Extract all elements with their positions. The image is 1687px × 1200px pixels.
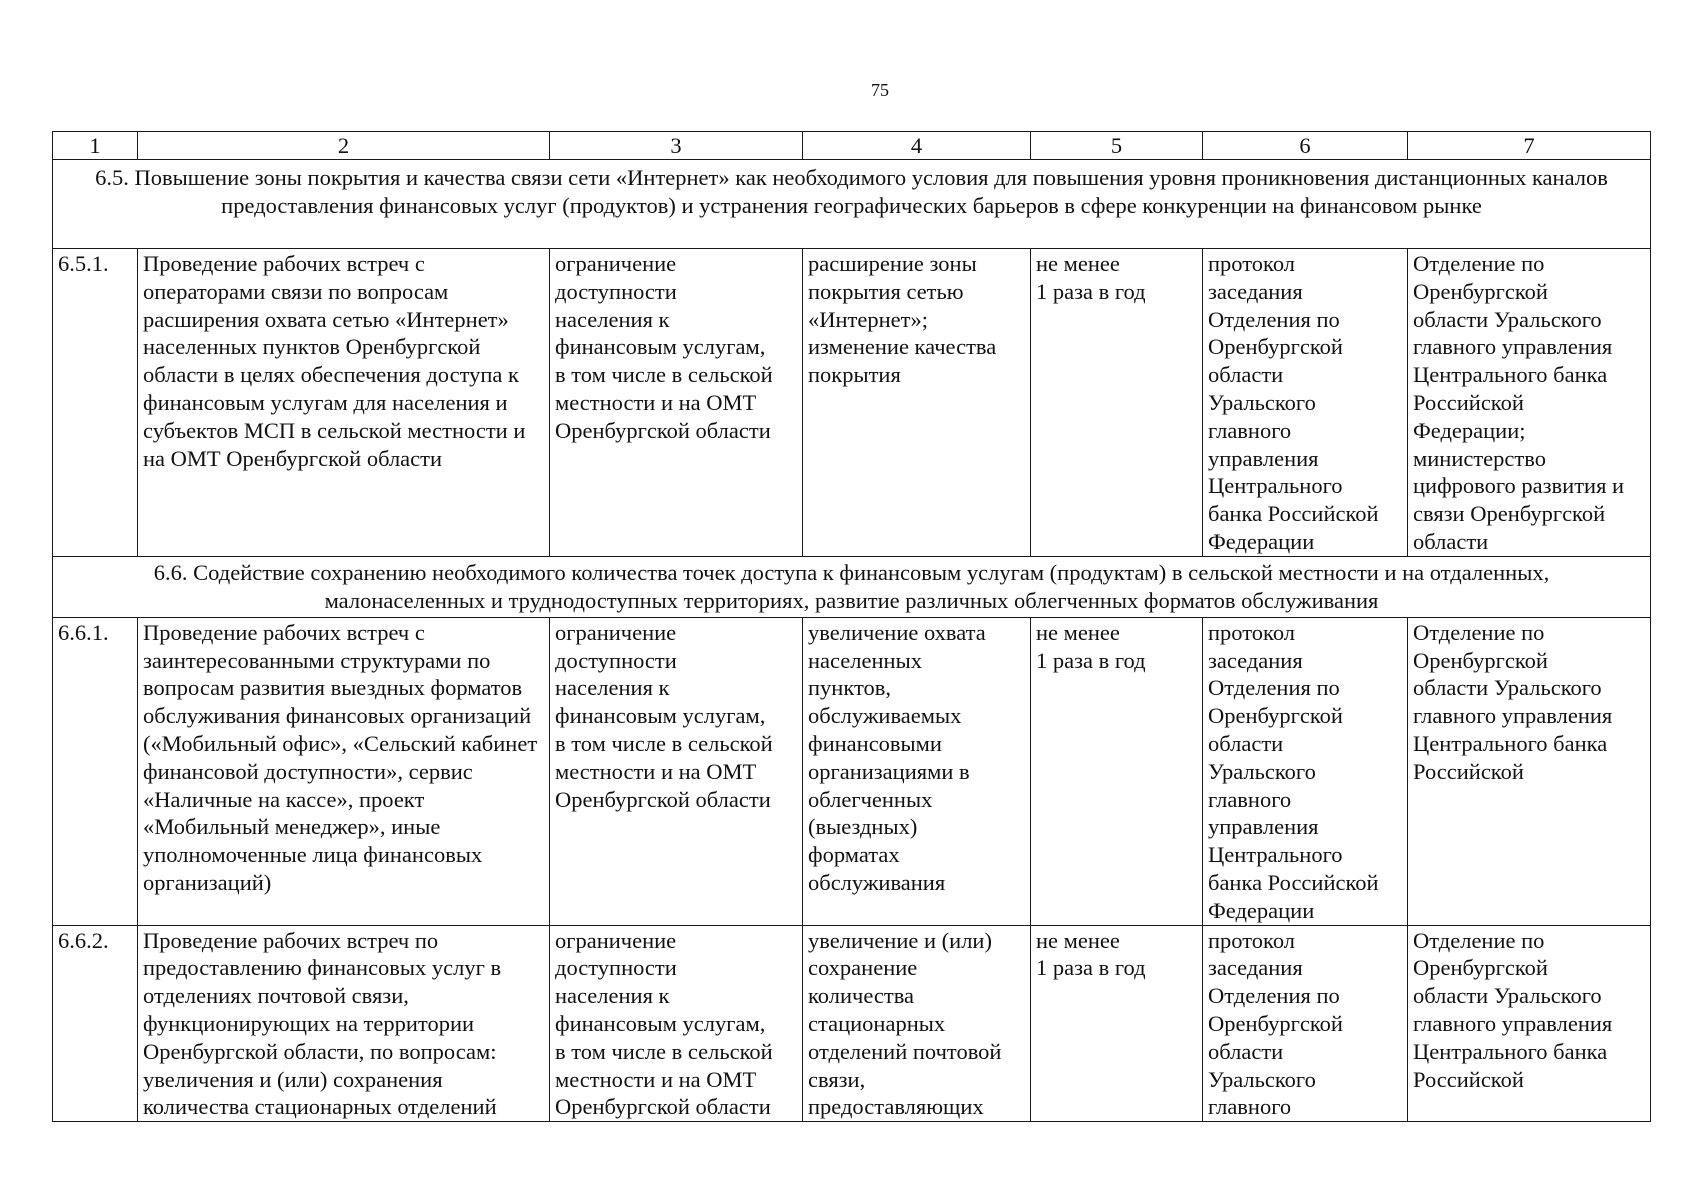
measures-table [52,131,1651,1122]
section-title: 6.6. Содействие сохранению необходимого количества точек доступа к финансовым услугам (продуктам) в сельской местности и на отдаленных, малонаселенных и труднодоступных территориях, развитие различных облегченных форматов обслуживания [53,556,1651,617]
table-row [53,617,1651,925]
item-number: 6.5.1. [53,249,138,557]
section-row [53,160,1651,249]
item-number: 6.6.1. [53,617,138,925]
result-cell: расширение зоны покрытия сетью «Интернет»; изменение качества покрытия [803,249,1031,557]
action-cell: Проведение рабочих встреч с заинтересованными структурами по вопросам развития выездных форматов обслуживания финансовых организаций («Мобильный офис», «Сельский кабинет финансовой доступности», сервис «Наличные на кассе», проект «Мобильный менеджер», иные уполномоченные лица финансовых организаций) [138,617,550,925]
page-number: 75 [871,80,889,100]
table-row [53,249,1651,557]
action-cell: Проведение рабочих встреч с операторами связи по вопросам расширения охвата сетью «Интернет» населенных пунктов Оренбургской области в целях обеспечения доступа к финансовым услугам для населения и субъектов МСП в сельской местности и на ОМТ Оренбургской области [138,249,550,557]
section-title: 6.5. Повышение зоны покрытия и качества связи сети «Интернет» как необходимого условия для повышения уровня проникновения дистанционных каналов предоставления финансовых услуг (продуктов) и устранения географических барьеров в сфере конкуренции на финансовом рынке [53,160,1651,249]
problem-cell: ограничение доступности населения к финансовым услугам, в том числе в сельской местности и на ОМТ Оренбургской области [550,617,803,925]
document-cell: протокол заседания Отделения по Оренбургской области Уральского главного [1203,925,1408,1122]
column-number: 2 [138,132,550,160]
term-cell: не менее 1 раза в год [1031,925,1203,1122]
problem-cell: ограничение доступности населения к финансовым услугам, в том числе в сельской местности и на ОМТ Оренбургской области [550,249,803,557]
column-number: 7 [1408,132,1651,160]
column-number: 6 [1203,132,1408,160]
result-cell: увеличение охвата населенных пунктов, обслуживаемых финансовыми организациями в облегченных (выездных) форматах обслуживания [803,617,1031,925]
executor-cell: Отделение по Оренбургской области Уральского главного управления Центрального банка Российской Федерации; министерство цифрового развития и связи Оренбургской области [1408,249,1651,557]
item-number: 6.6.2. [53,925,138,1122]
section-row [53,556,1651,617]
problem-cell: ограничение доступности населения к финансовым услугам, в том числе в сельской местности и на ОМТ Оренбургской области [550,925,803,1122]
column-number: 3 [550,132,803,160]
executor-cell: Отделение по Оренбургской области Уральского главного управления Центрального банка Российской [1408,925,1651,1122]
term-cell: не менее 1 раза в год [1031,617,1203,925]
document-cell: протокол заседания Отделения по Оренбургской области Уральского главного управления Центрального банка Российской Федерации [1203,249,1408,557]
term-cell: не менее 1 раза в год [1031,249,1203,557]
executor-cell: Отделение по Оренбургской области Уральского главного управления Центрального банка Российской [1408,617,1651,925]
column-number-row [53,132,1651,160]
column-number: 1 [53,132,138,160]
table-row [53,925,1651,1122]
action-cell: Проведение рабочих встреч по предоставлению финансовых услуг в отделениях почтовой связи, функционирующих на территории Оренбургской области, по вопросам: увеличения и (или) сохранения количества стационарных отделений [138,925,550,1122]
result-cell: увеличение и (или) сохранение количества стационарных отделений почтовой связи, предоставляющих [803,925,1031,1122]
column-number: 4 [803,132,1031,160]
column-number: 5 [1031,132,1203,160]
document-cell: протокол заседания Отделения по Оренбургской области Уральского главного управления Центрального банка Российской Федерации [1203,617,1408,925]
